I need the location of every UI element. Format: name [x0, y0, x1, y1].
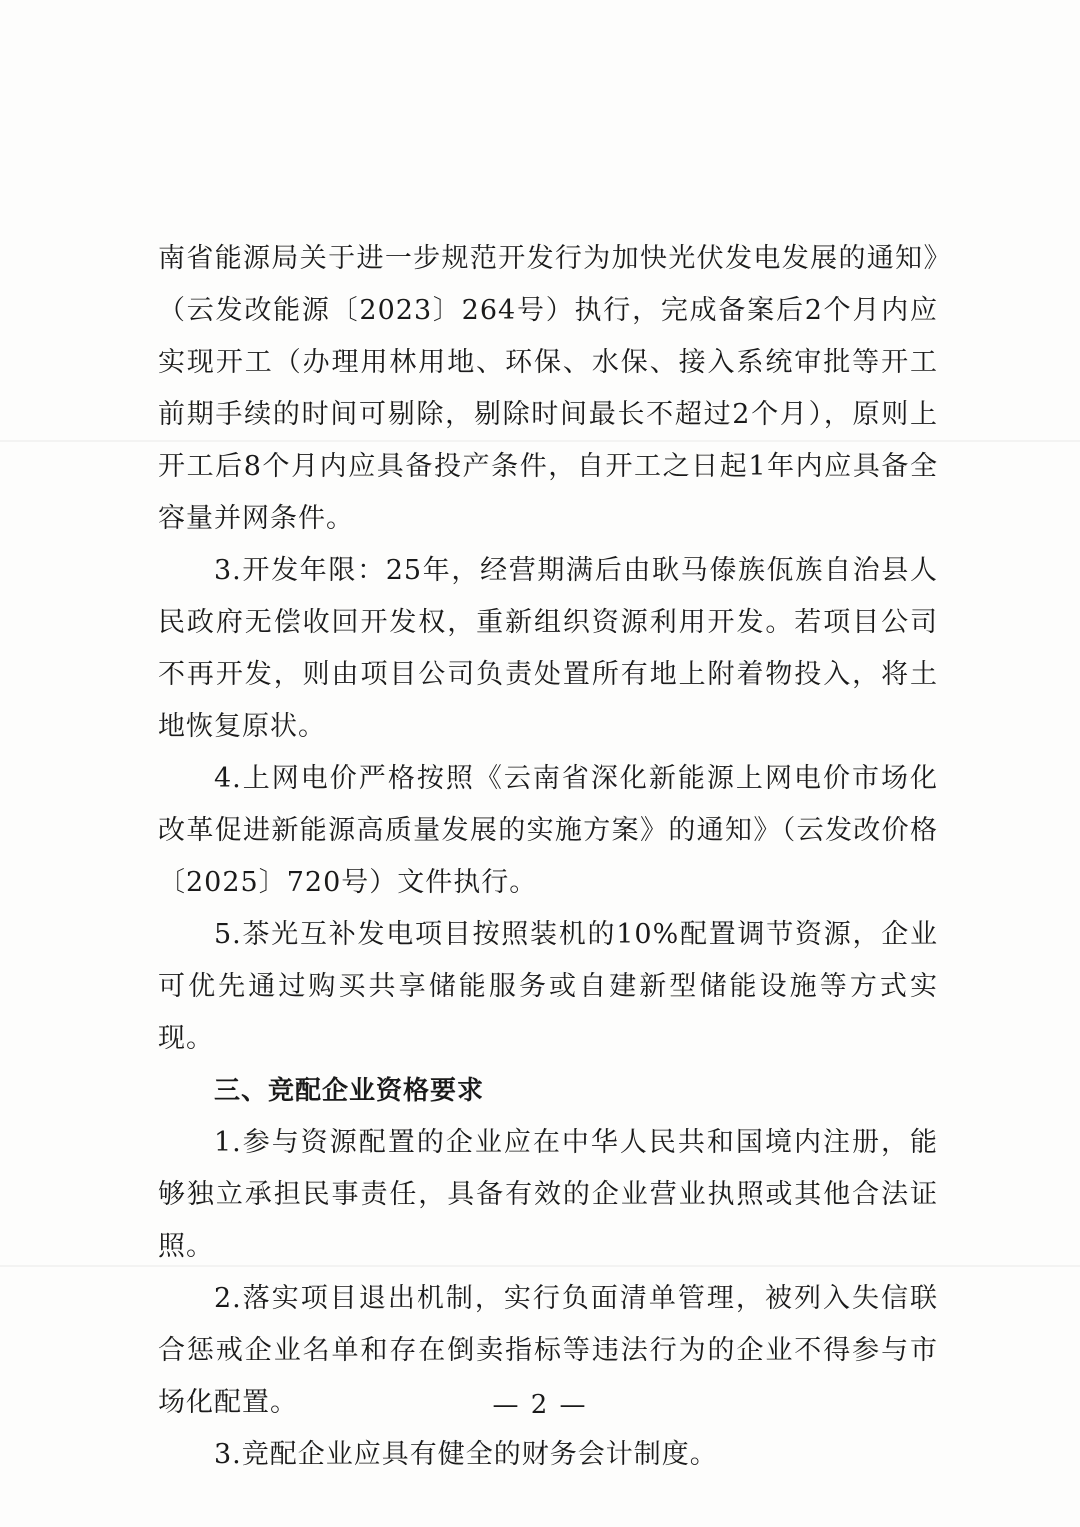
section-heading: 三、竞配企业资格要求	[214, 1076, 485, 1106]
page-number: — 2 —	[492, 1390, 588, 1420]
section-paragraph: 1.参与资源配置的企业应在中华人民共和国境内注册，能够独立承担民事责任，具备有效的企业营业执照或其他合法证照。	[158, 1127, 938, 1262]
body-paragraph: 南省能源局关于进一步规范开发行为加快光伏发电发展的通知》（云发改能源〔2023〕264号）执行，完成备案后2个月内应实现开工（办理用林用地、环保、水保、接入系统审批等开工前期手续的时间可剔除，剔除时间最长不超过2个月），原则上开工后8个月内应具备投产条件，自开工之日起1年内应具备全容量并网条件。	[158, 243, 938, 534]
section-paragraph: 2.落实项目退出机制，实行负面清单管理，被列入失信联合惩戒企业名单和存在倒卖指标等违法行为的企业不得参与市场化配置。	[158, 1283, 938, 1418]
body-paragraph: 4.上网电价严格按照《云南省深化新能源上网电价市场化改革促进新能源高质量发展的实施方案》的通知》（云发改价格〔2025〕720号）文件执行。	[158, 763, 938, 898]
section-paragraph: 3.竞配企业应具有健全的财务会计制度。	[214, 1439, 718, 1470]
document-body	[158, 233, 938, 1481]
body-paragraph: 3.开发年限：25年，经营期满后由耿马傣族佤族自治县人民政府无偿收回开发权，重新组织资源利用开发。若项目公司不再开发，则由项目公司负责处置所有地上附着物投入，将土地恢复原状。	[158, 555, 938, 742]
body-paragraph: 5.茶光互补发电项目按照装机的10%配置调节资源，企业可优先通过购买共享储能服务或自建新型储能设施等方式实现。	[158, 919, 938, 1054]
